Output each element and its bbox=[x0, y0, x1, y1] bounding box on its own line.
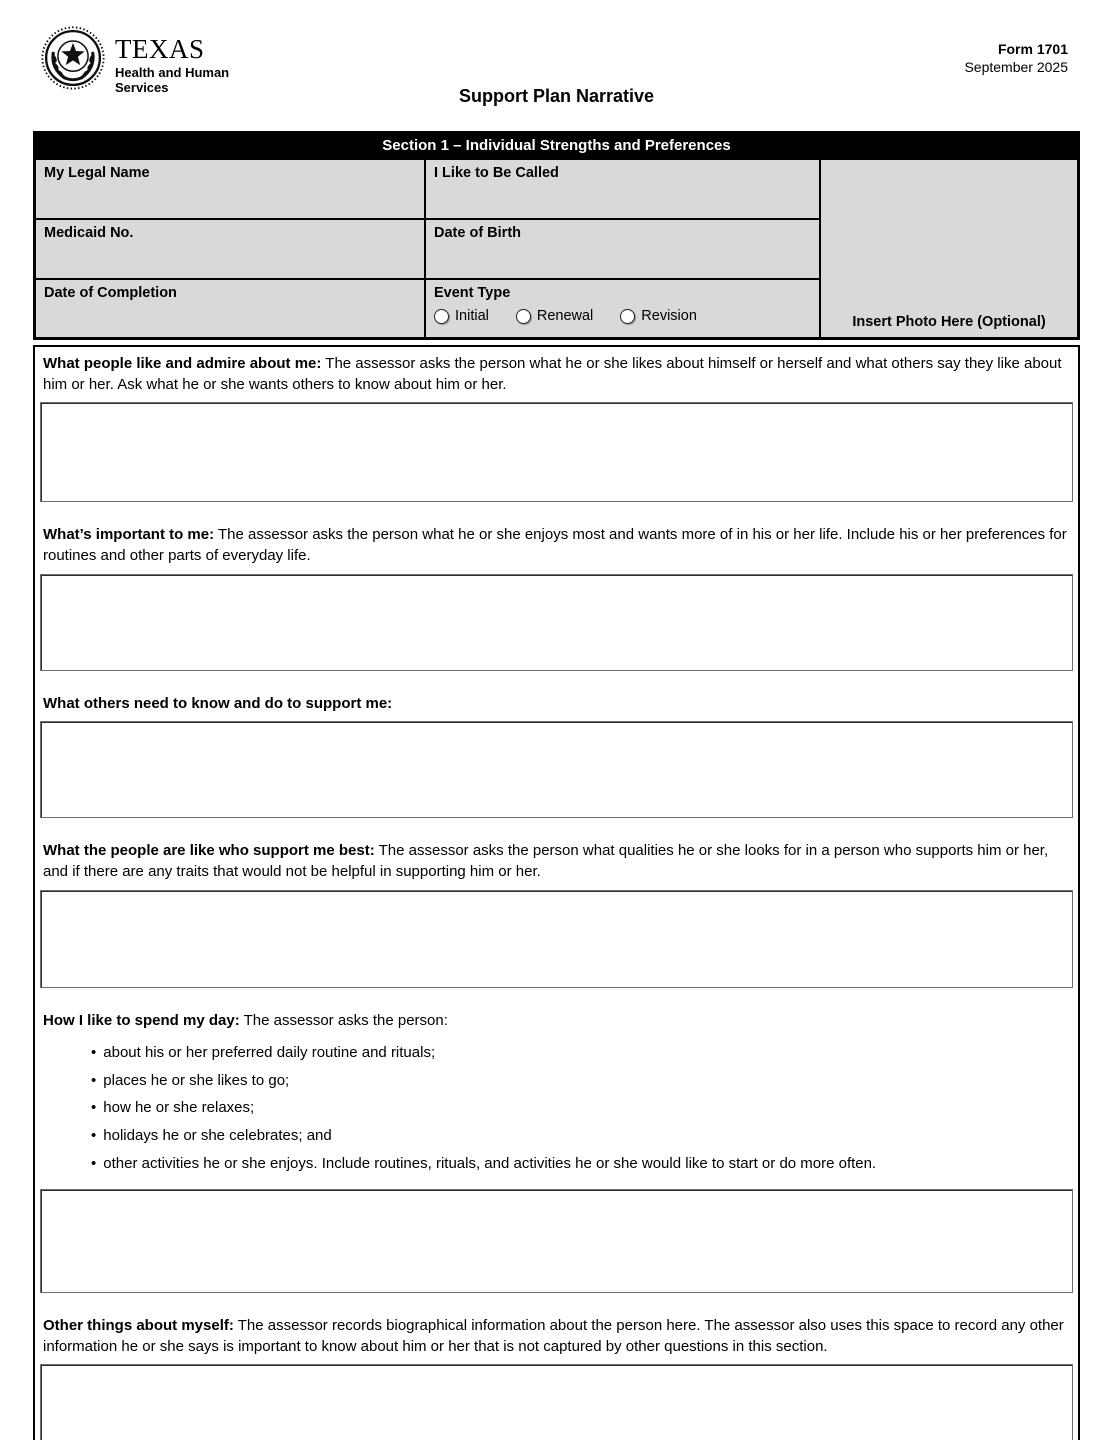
photo-insert-area[interactable] bbox=[821, 160, 1077, 337]
questions-container bbox=[33, 345, 1080, 1440]
question-spend-day-description: The assessor asks the person: bbox=[243, 1011, 448, 1029]
radio-renewal-label: Renewal bbox=[536, 308, 594, 324]
dob-field[interactable] bbox=[426, 220, 821, 280]
question-other-things-textbox[interactable] bbox=[40, 1364, 1073, 1440]
section-1 bbox=[33, 131, 1080, 1440]
spend-day-bullet-5: • other activities he or she enjoys. Include routines, rituals, and activities he or she would like to start or do more often. bbox=[91, 1150, 1078, 1178]
question-other-things-description: The assessor records biographical information about the person here. The assessor also uses this space to record any other information he or she says is important to know about him or her that is not captured by other questions in this section. bbox=[43, 1316, 1064, 1355]
dob-label: Date of Birth bbox=[434, 225, 521, 241]
event-type-field bbox=[426, 280, 821, 337]
identity-table bbox=[33, 160, 1080, 340]
legal-name-label: My Legal Name bbox=[44, 165, 150, 181]
radio-initial-label: Initial bbox=[455, 308, 489, 324]
question-spend-day-textbox[interactable] bbox=[40, 1189, 1073, 1293]
question-admire-textbox[interactable] bbox=[40, 402, 1073, 502]
question-admire bbox=[35, 348, 1078, 402]
spend-day-bullet-2: • places he or she likes to go; bbox=[91, 1067, 1078, 1095]
question-admire-label: What people like and admire about me: bbox=[43, 355, 322, 372]
question-admire-description: The assessor asks the person what he or she likes about himself or herself and what others say they like about him or her. Ask what he or she wants others to know about him or her. bbox=[43, 355, 1062, 393]
radio-revision-icon[interactable] bbox=[620, 309, 635, 324]
texas-hhs-seal-icon bbox=[40, 25, 106, 91]
form-number: Form 1701 bbox=[997, 41, 1068, 57]
page-title: Support Plan Narrative bbox=[458, 86, 655, 106]
page-header bbox=[0, 0, 1113, 131]
question-important bbox=[35, 519, 1078, 573]
spend-day-bullet-list bbox=[35, 1040, 1078, 1178]
agency-name: TEXAS bbox=[115, 34, 205, 64]
event-type-option-initial[interactable] bbox=[434, 308, 489, 324]
question-spend-day-label: How I like to spend my day: bbox=[43, 1011, 240, 1029]
question-other-things bbox=[35, 1310, 1078, 1364]
question-support-needs-label: What others need to know and do to support me: bbox=[43, 694, 393, 712]
form-date: September 2025 bbox=[964, 58, 1068, 75]
question-other-things-label: Other things about myself: bbox=[43, 1316, 234, 1334]
medicaid-label: Medicaid No. bbox=[44, 225, 134, 241]
question-supporter-qualities bbox=[35, 835, 1078, 889]
event-type-options bbox=[434, 308, 811, 324]
question-supporter-qualities-textbox[interactable] bbox=[40, 890, 1073, 988]
radio-revision-label: Revision bbox=[641, 308, 697, 324]
radio-initial-icon[interactable] bbox=[434, 309, 449, 324]
completion-date-field[interactable] bbox=[36, 280, 426, 337]
question-important-label: What’s important to me: bbox=[43, 526, 215, 544]
question-supporter-qualities-description: The assessor asks the person what qualities he or she looks for in a person who supports him or her, and if there are any traits that would not be helpful in supporting him or her. bbox=[43, 842, 1049, 881]
spend-day-bullet-4: • holidays he or she celebrates; and bbox=[91, 1123, 1078, 1151]
question-important-textbox[interactable] bbox=[40, 574, 1073, 671]
question-support-needs-textbox[interactable] bbox=[40, 721, 1073, 818]
nickname-field[interactable] bbox=[426, 160, 821, 220]
question-support-needs bbox=[35, 688, 1078, 722]
spend-day-bullet-1: • about his or her preferred daily routine and rituals; bbox=[91, 1040, 1078, 1068]
agency-subtitle-line1: Health and Human bbox=[115, 65, 230, 80]
medicaid-field[interactable] bbox=[36, 220, 426, 280]
event-type-option-revision[interactable] bbox=[620, 308, 697, 324]
agency-subtitle-line2: Services bbox=[115, 80, 169, 96]
event-type-option-renewal[interactable] bbox=[516, 308, 593, 324]
photo-insert-label: Insert Photo Here (Optional) bbox=[852, 314, 1046, 330]
question-spend-day bbox=[35, 1005, 1078, 1039]
event-type-label: Event Type bbox=[434, 285, 511, 301]
completion-date-label: Date of Completion bbox=[44, 285, 177, 301]
nickname-label: I Like to Be Called bbox=[434, 165, 559, 181]
radio-renewal-icon[interactable] bbox=[516, 309, 531, 324]
spend-day-bullet-3: • how he or she relaxes; bbox=[91, 1095, 1078, 1123]
question-supporter-qualities-label: What the people are like who support me best: bbox=[43, 842, 375, 860]
legal-name-field[interactable] bbox=[36, 160, 426, 220]
section-1-header: Section 1 – Individual Strengths and Preferences bbox=[33, 131, 1080, 160]
question-important-description: The assessor asks the person what he or she enjoys most and wants more of in his or her life. Include his or her preferences for routines and other parts of everyday life. bbox=[43, 526, 1067, 565]
